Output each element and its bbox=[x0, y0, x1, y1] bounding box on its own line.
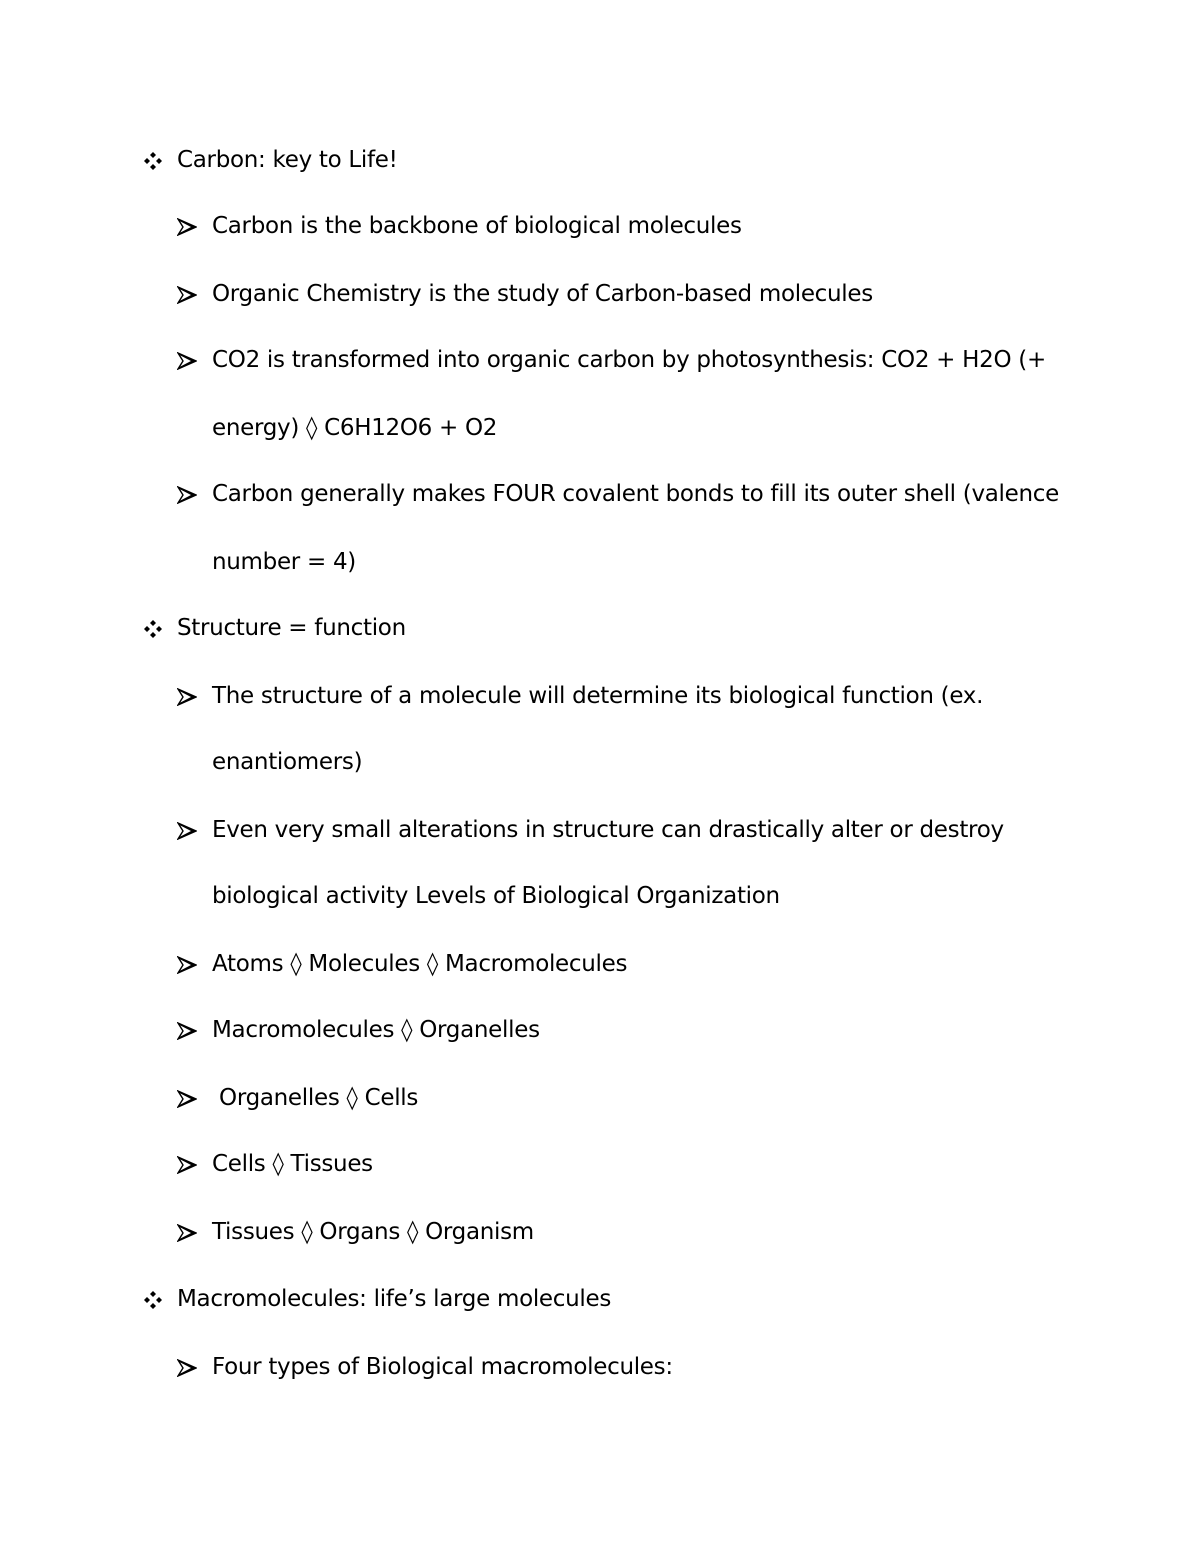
list-item-continuation: biological activity Levels of Biological Organization bbox=[212, 883, 780, 909]
heading-macromolecules: Macromolecules: life’s large molecules bbox=[177, 1286, 612, 1312]
list-item: Atoms ◊ Molecules ◊ Macromolecules bbox=[212, 951, 628, 977]
arrowhead-bullet-icon bbox=[177, 1015, 197, 1040]
arrowhead-bullet-icon bbox=[177, 681, 197, 706]
four-diamond-bullet-icon bbox=[143, 145, 163, 171]
list-item: Tissues ◊ Organs ◊ Organism bbox=[212, 1219, 534, 1245]
list-item: Four types of Biological macromolecules: bbox=[212, 1354, 673, 1380]
list-item: Organic Chemistry is the study of Carbon-based molecules bbox=[212, 281, 873, 307]
list-item: Cells ◊ Tissues bbox=[212, 1151, 373, 1177]
four-diamond-bullet-icon bbox=[143, 1284, 163, 1310]
arrowhead-bullet-icon bbox=[177, 1217, 197, 1242]
list-item: Macromolecules ◊ Organelles bbox=[212, 1017, 540, 1043]
arrowhead-bullet-icon bbox=[177, 211, 197, 236]
arrowhead-bullet-icon bbox=[177, 815, 197, 840]
list-item-continuation: enantiomers) bbox=[212, 749, 363, 775]
arrowhead-bullet-icon bbox=[177, 479, 197, 504]
list-item-continuation: energy) ◊ C6H12O6 + O2 bbox=[212, 415, 498, 441]
heading-carbon-key-to-life: Carbon: key to Life! bbox=[177, 147, 398, 173]
list-item: Organelles ◊ Cells bbox=[212, 1085, 419, 1111]
list-item: Carbon generally makes FOUR covalent bonds to fill its outer shell (valence bbox=[212, 481, 1059, 507]
list-item-continuation: number = 4) bbox=[212, 549, 356, 575]
list-item: CO2 is transformed into organic carbon by photosynthesis: CO2 + H2O (+ bbox=[212, 347, 1046, 373]
arrowhead-bullet-icon bbox=[177, 345, 197, 370]
list-item: Even very small alterations in structure can drastically alter or destroy bbox=[212, 817, 1004, 843]
list-item: Carbon is the backbone of biological molecules bbox=[212, 213, 742, 239]
heading-structure-function: Structure = function bbox=[177, 615, 406, 641]
arrowhead-bullet-icon bbox=[177, 279, 197, 304]
arrowhead-bullet-icon bbox=[177, 949, 197, 974]
list-item: The structure of a molecule will determine its biological function (ex. bbox=[212, 683, 984, 709]
arrowhead-bullet-icon bbox=[177, 1083, 197, 1108]
four-diamond-bullet-icon bbox=[143, 613, 163, 639]
arrowhead-bullet-icon bbox=[177, 1149, 197, 1174]
arrowhead-bullet-icon bbox=[177, 1352, 197, 1377]
